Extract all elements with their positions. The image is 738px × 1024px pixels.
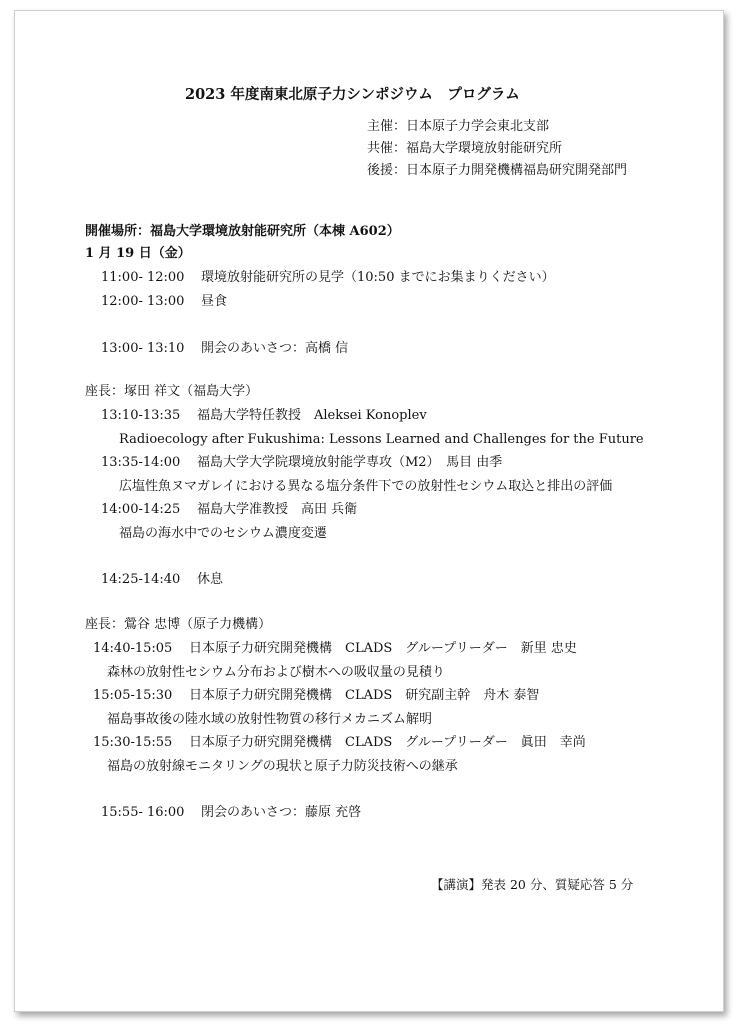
organizer-host: 主催：日本原子力学会東北支部	[367, 119, 550, 134]
closing-time: 15:55- 16:00	[101, 805, 185, 820]
talk-title: 福島の海水中でのセシウム濃度変遷	[119, 526, 327, 541]
session1-chair: 座長：塚田 祥文（福島大学）	[85, 384, 259, 399]
opening-time: 13:00- 13:10	[101, 341, 185, 356]
talk-speaker: 福島大学准教授 高田 兵衛	[197, 502, 358, 517]
talk-speaker: 日本原子力研究開発機構 CLADS グループリーダー 新里 忠史	[189, 641, 577, 656]
talk-time: 15:30-15:55	[93, 735, 173, 750]
document-page	[14, 10, 724, 1012]
tour-time: 11:00- 12:00	[101, 270, 185, 285]
talk-speaker: 福島大学特任教授 Aleksei Konoplev	[197, 408, 427, 423]
talk-title: 福島の放射線モニタリングの現状と原子力防災技術への継承	[107, 759, 458, 774]
talk-title: 福島事故後の陸水域の放射性物質の移行メカニズム解明	[107, 712, 433, 727]
talk-title: 広塩性魚ヌマガレイにおける異なる塩分条件下での放射性セシウム取込と排出の評価	[119, 479, 613, 494]
document-title: 2023 年度南東北原子力シンポジウム プログラム	[185, 86, 520, 103]
closing-text: 閉会のあいさつ：藤原 充啓	[201, 805, 362, 820]
lunch-time: 12:00- 13:00	[101, 294, 185, 309]
talk-time: 14:00-14:25	[101, 502, 181, 517]
talk-title: 森林の放射性セシウム分布および樹木への吸収量の見積り	[107, 665, 445, 680]
tour-text: 環境放射能研究所の見学（10:50 までにお集まりください）	[201, 270, 555, 285]
talk-time: 14:40-15:05	[93, 641, 173, 656]
talk-time: 15:05-15:30	[93, 688, 173, 703]
talk-speaker: 福島大学大学院環境放射能学専攻（M2） 馬目 由季	[197, 455, 503, 470]
talk-time: 13:35-14:00	[101, 455, 181, 470]
lecture-note: 【講演】発表 20 分、質疑応答 5 分	[431, 877, 634, 892]
session2-chair: 座長：鶯谷 忠博（原子力機構）	[85, 617, 272, 632]
opening-text: 開会のあいさつ：高橋 信	[201, 341, 349, 356]
talk-speaker: 日本原子力研究開発機構 CLADS 研究副主幹 舟木 泰智	[189, 688, 540, 703]
break-time: 14:25-14:40	[101, 572, 181, 587]
talk-title: Radioecology after Fukushima: Lessons Learned and Challenges for the Future	[119, 432, 644, 447]
organizer-support: 後援：日本原子力開発機構福島研究開発部門	[367, 163, 628, 178]
break-text: 休息	[197, 572, 224, 587]
talk-speaker: 日本原子力研究開発機構 CLADS グループリーダー 眞田 幸尚	[189, 735, 586, 750]
organizer-cohost: 共催：福島大学環境放射能研究所	[367, 141, 563, 156]
event-date: 1 月 19 日（金）	[85, 246, 191, 261]
lunch-text: 昼食	[201, 294, 228, 309]
venue: 開催場所：福島大学環境放射能研究所（本棟 A602）	[85, 224, 400, 239]
talk-time: 13:10-13:35	[101, 408, 181, 423]
